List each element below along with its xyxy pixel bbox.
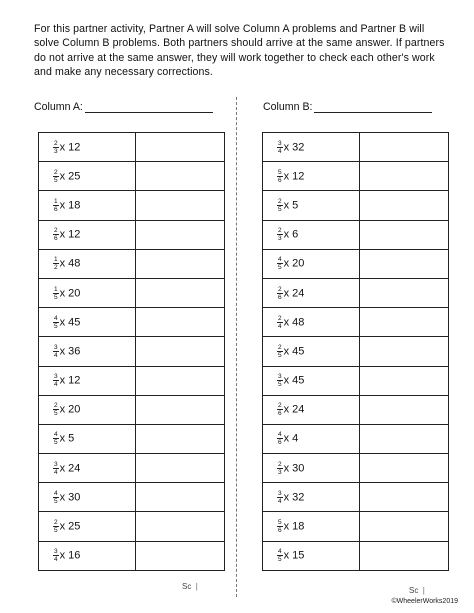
- fraction-numerator: 4: [54, 431, 58, 439]
- fraction: [53, 198, 59, 213]
- column-a-answer-cell[interactable]: [136, 191, 225, 220]
- fraction: [53, 315, 59, 330]
- column-a-answer-cell[interactable]: [136, 512, 225, 541]
- column-b-problem-row: [263, 483, 449, 512]
- fraction-numerator: 2: [278, 197, 282, 205]
- column-b-label: Column B:: [263, 101, 313, 113]
- multiplier-text: x 20: [59, 403, 81, 416]
- column-b-problem-cell: [263, 278, 360, 307]
- column-a-problem-row: [39, 191, 225, 220]
- multiplier-text: x 5: [283, 199, 299, 212]
- column-b-answer-cell[interactable]: [360, 278, 449, 307]
- column-b-problem-cell: [263, 541, 360, 570]
- fraction-numerator: 2: [54, 227, 58, 235]
- multiplier-text: x 30: [283, 462, 305, 475]
- multiplier-text: x 12: [283, 170, 305, 183]
- fraction: [277, 140, 283, 155]
- fraction-denominator: 3: [278, 235, 282, 243]
- fraction: [277, 169, 283, 184]
- column-b-answer-cell[interactable]: [360, 337, 449, 366]
- multiplier-text: x 6: [283, 228, 299, 241]
- fraction: [53, 344, 59, 359]
- column-b-answer-cell[interactable]: [360, 308, 449, 337]
- column-b-answer-cell[interactable]: [360, 133, 449, 162]
- fraction-numerator: 2: [278, 285, 282, 293]
- column-b-footer-text: Sc: [409, 586, 419, 595]
- fraction-denominator: 5: [278, 381, 282, 389]
- fraction: [277, 490, 283, 505]
- fraction: [53, 461, 59, 476]
- column-a-answer-cell[interactable]: [136, 337, 225, 366]
- copyright-text: ©WheelerWorks2019: [391, 598, 458, 605]
- column-a-problem-row: [39, 278, 225, 307]
- fraction: [53, 373, 59, 388]
- fraction-numerator: 1: [54, 197, 58, 205]
- fraction-denominator: 3: [278, 468, 282, 476]
- column-b-problem-cell: [263, 512, 360, 541]
- column-a-problem-cell: [39, 424, 136, 453]
- column-b-problem-row: [263, 512, 449, 541]
- column-b-problem-cell: [263, 308, 360, 337]
- fraction-denominator: 6: [54, 235, 58, 243]
- fraction-numerator: 1: [54, 285, 58, 293]
- multiplier-text: x 4: [283, 432, 299, 445]
- fraction-denominator: 4: [54, 381, 58, 389]
- column-a-problem-row: [39, 308, 225, 337]
- column-a-table: [38, 132, 225, 571]
- fraction-denominator: 6: [278, 176, 282, 184]
- column-b-problem-row: [263, 133, 449, 162]
- fraction: [277, 519, 283, 534]
- column-a-answer-cell[interactable]: [136, 454, 225, 483]
- multiplier-text: x 45: [283, 374, 305, 387]
- fraction-denominator: 6: [278, 439, 282, 447]
- multiplier-text: x 15: [283, 549, 305, 562]
- column-b-problem-cell: [263, 424, 360, 453]
- fraction: [53, 169, 59, 184]
- column-a-problem-cell: [39, 483, 136, 512]
- column-a-problem-cell: [39, 278, 136, 307]
- fraction-numerator: 4: [278, 548, 282, 556]
- column-a-problem-cell: [39, 308, 136, 337]
- column-b-answer-cell[interactable]: [360, 220, 449, 249]
- fraction-denominator: 5: [54, 322, 58, 330]
- fraction-numerator: 2: [278, 402, 282, 410]
- fraction-denominator: 5: [278, 205, 282, 213]
- column-a-answer-cell[interactable]: [136, 308, 225, 337]
- fraction: [277, 373, 283, 388]
- column-b-problem-row: [263, 366, 449, 395]
- multiplier-text: x 25: [59, 170, 81, 183]
- fraction: [53, 402, 59, 417]
- fraction: [277, 227, 283, 242]
- column-b-name-blank[interactable]: [314, 101, 432, 113]
- fraction-denominator: 5: [54, 293, 58, 301]
- fraction-numerator: 2: [278, 314, 282, 322]
- fraction: [277, 198, 283, 213]
- multiplier-text: x 20: [283, 257, 305, 270]
- fraction-denominator: 5: [54, 410, 58, 418]
- column-b-answer-cell[interactable]: [360, 162, 449, 191]
- column-b-answer-cell[interactable]: [360, 395, 449, 424]
- column-a-answer-cell[interactable]: [136, 162, 225, 191]
- fraction: [53, 227, 59, 242]
- fraction-numerator: 3: [54, 460, 58, 468]
- column-a-problem-row: [39, 424, 225, 453]
- column-b-answer-cell[interactable]: [360, 366, 449, 395]
- multiplier-text: x 24: [283, 287, 305, 300]
- multiplier-text: x 32: [283, 491, 305, 504]
- fraction-numerator: 2: [54, 168, 58, 176]
- fraction-denominator: 5: [54, 439, 58, 447]
- multiplier-text: x 20: [59, 287, 81, 300]
- column-a-problem-cell: [39, 162, 136, 191]
- fraction-denominator: 3: [54, 147, 58, 155]
- column-b-problem-row: [263, 541, 449, 570]
- column-a-problem-cell: [39, 395, 136, 424]
- multiplier-text: x 12: [59, 141, 81, 154]
- column-b-heading: [263, 101, 432, 113]
- fraction: [277, 344, 283, 359]
- column-b-problem-row: [263, 308, 449, 337]
- column-a-problem-row: [39, 220, 225, 249]
- column-a-problem-row: [39, 337, 225, 366]
- fraction-denominator: 5: [54, 497, 58, 505]
- column-a-answer-cell[interactable]: [136, 395, 225, 424]
- multiplier-text: x 25: [59, 520, 81, 533]
- column-a-answer-cell[interactable]: [136, 249, 225, 278]
- column-a-footer-mark: Sc |: [182, 582, 198, 591]
- fraction-denominator: 2: [54, 264, 58, 272]
- multiplier-text: x 16: [59, 549, 81, 562]
- column-a-problem-row: [39, 541, 225, 570]
- column-a-label: Column A:: [34, 101, 83, 113]
- fraction-numerator: 3: [278, 489, 282, 497]
- column-a-answer-cell[interactable]: [136, 278, 225, 307]
- multiplier-text: x 24: [59, 462, 81, 475]
- fraction: [277, 402, 283, 417]
- fraction: [277, 548, 283, 563]
- fraction-denominator: 4: [278, 497, 282, 505]
- multiplier-text: x 18: [59, 199, 81, 212]
- multiplier-text: x 24: [283, 403, 305, 416]
- multiplier-text: x 5: [59, 432, 75, 445]
- multiplier-text: x 18: [283, 520, 305, 533]
- column-a-problem-row: [39, 512, 225, 541]
- fraction: [277, 461, 283, 476]
- column-a-answer-cell[interactable]: [136, 133, 225, 162]
- column-b-problem-row: [263, 424, 449, 453]
- column-b-problem-row: [263, 220, 449, 249]
- column-a-problem-row: [39, 249, 225, 278]
- fraction-numerator: 3: [54, 373, 58, 381]
- column-a-problem-row: [39, 395, 225, 424]
- multiplier-text: x 12: [59, 228, 81, 241]
- fraction-denominator: 6: [278, 527, 282, 535]
- column-b-problem-cell: [263, 366, 360, 395]
- column-a-answer-cell[interactable]: [136, 541, 225, 570]
- column-b-answer-cell[interactable]: [360, 454, 449, 483]
- column-b-answer-cell[interactable]: [360, 424, 449, 453]
- fraction-numerator: 2: [278, 460, 282, 468]
- fraction: [53, 256, 59, 271]
- fraction: [53, 490, 59, 505]
- column-b-problem-row: [263, 278, 449, 307]
- instructions-text: For this partner activity, Partner A will solve Column A problems and Partner B will solve Column B problems. Both partners should arrive at the same answer. If partners do not arrive at the same answer, they will work together to check each other's work and make any necessary corrections.: [34, 23, 445, 79]
- column-a-problem-cell: [39, 541, 136, 570]
- column-a-problem-cell: [39, 337, 136, 366]
- fraction-denominator: 5: [278, 264, 282, 272]
- fraction-numerator: 3: [54, 343, 58, 351]
- column-b-problem-row: [263, 395, 449, 424]
- column-b-problem-cell: [263, 133, 360, 162]
- fraction: [277, 431, 283, 446]
- multiplier-text: x 48: [283, 316, 305, 329]
- column-b-problem-cell: [263, 483, 360, 512]
- center-divider: [236, 97, 237, 597]
- fraction: [53, 519, 59, 534]
- fraction-numerator: 3: [54, 548, 58, 556]
- column-b-answer-cell[interactable]: [360, 483, 449, 512]
- fraction-numerator: 5: [278, 168, 282, 176]
- column-a-problem-row: [39, 483, 225, 512]
- column-a-problem-cell: [39, 366, 136, 395]
- column-a-problem-cell: [39, 512, 136, 541]
- column-b-problem-cell: [263, 220, 360, 249]
- column-b-problem-row: [263, 191, 449, 220]
- fraction-denominator: 6: [278, 293, 282, 301]
- column-a-name-blank[interactable]: [85, 101, 213, 113]
- fraction: [53, 140, 59, 155]
- column-a-problem-cell: [39, 249, 136, 278]
- column-a-answer-cell[interactable]: [136, 220, 225, 249]
- column-a-problem-row: [39, 162, 225, 191]
- fraction-denominator: 6: [278, 410, 282, 418]
- fraction-denominator: 5: [278, 556, 282, 564]
- column-b-problem-row: [263, 162, 449, 191]
- fraction: [277, 315, 283, 330]
- column-b-problem-cell: [263, 454, 360, 483]
- multiplier-text: x 36: [59, 345, 81, 358]
- fraction-numerator: 2: [278, 227, 282, 235]
- column-a-problem-row: [39, 454, 225, 483]
- fraction-denominator: 4: [54, 468, 58, 476]
- column-a-problem-cell: [39, 454, 136, 483]
- fraction-numerator: 3: [278, 139, 282, 147]
- column-b-problem-row: [263, 249, 449, 278]
- column-a-heading: [34, 101, 213, 113]
- fraction-numerator: 4: [54, 314, 58, 322]
- fraction-numerator: 4: [278, 256, 282, 264]
- fraction-denominator: 5: [54, 176, 58, 184]
- fraction-numerator: 5: [278, 519, 282, 527]
- column-b-answer-cell[interactable]: [360, 512, 449, 541]
- column-a-answer-cell[interactable]: [136, 424, 225, 453]
- column-b-problem-row: [263, 337, 449, 366]
- column-a-problem-cell: [39, 191, 136, 220]
- column-b-answer-cell[interactable]: [360, 249, 449, 278]
- fraction-numerator: 2: [54, 402, 58, 410]
- multiplier-text: x 30: [59, 491, 81, 504]
- column-a-problem-row: [39, 366, 225, 395]
- fraction-denominator: 6: [54, 205, 58, 213]
- multiplier-text: x 45: [59, 316, 81, 329]
- column-a-problem-row: [39, 133, 225, 162]
- fraction-denominator: 4: [54, 351, 58, 359]
- column-b-problem-cell: [263, 191, 360, 220]
- fraction-numerator: 2: [278, 343, 282, 351]
- column-b-footer-mark: Sc |: [409, 586, 425, 595]
- fraction: [53, 548, 59, 563]
- column-a-problem-cell: [39, 220, 136, 249]
- column-b-problem-row: [263, 454, 449, 483]
- multiplier-text: x 12: [59, 374, 81, 387]
- fraction: [277, 256, 283, 271]
- multiplier-text: x 45: [283, 345, 305, 358]
- fraction-denominator: 5: [54, 527, 58, 535]
- column-a-problem-cell: [39, 133, 136, 162]
- fraction-numerator: 1: [54, 256, 58, 264]
- multiplier-text: x 48: [59, 257, 81, 270]
- fraction: [53, 431, 59, 446]
- fraction: [53, 286, 59, 301]
- fraction-numerator: 3: [278, 373, 282, 381]
- column-a-answer-cell[interactable]: [136, 366, 225, 395]
- column-b-problem-cell: [263, 249, 360, 278]
- fraction-numerator: 2: [54, 139, 58, 147]
- fraction-numerator: 4: [54, 489, 58, 497]
- column-a-answer-cell[interactable]: [136, 483, 225, 512]
- column-b-table: [262, 132, 449, 571]
- column-a-footer-text: Sc: [182, 582, 192, 591]
- fraction: [277, 286, 283, 301]
- fraction-denominator: 4: [278, 322, 282, 330]
- multiplier-text: x 32: [283, 141, 305, 154]
- fraction-denominator: 4: [278, 147, 282, 155]
- column-b-problem-cell: [263, 395, 360, 424]
- column-b-problem-cell: [263, 337, 360, 366]
- column-b-answer-cell[interactable]: [360, 191, 449, 220]
- column-b-problem-cell: [263, 162, 360, 191]
- fraction-denominator: 5: [278, 351, 282, 359]
- column-b-answer-cell[interactable]: [360, 541, 449, 570]
- fraction-numerator: 4: [278, 431, 282, 439]
- fraction-denominator: 4: [54, 556, 58, 564]
- fraction-numerator: 2: [54, 519, 58, 527]
